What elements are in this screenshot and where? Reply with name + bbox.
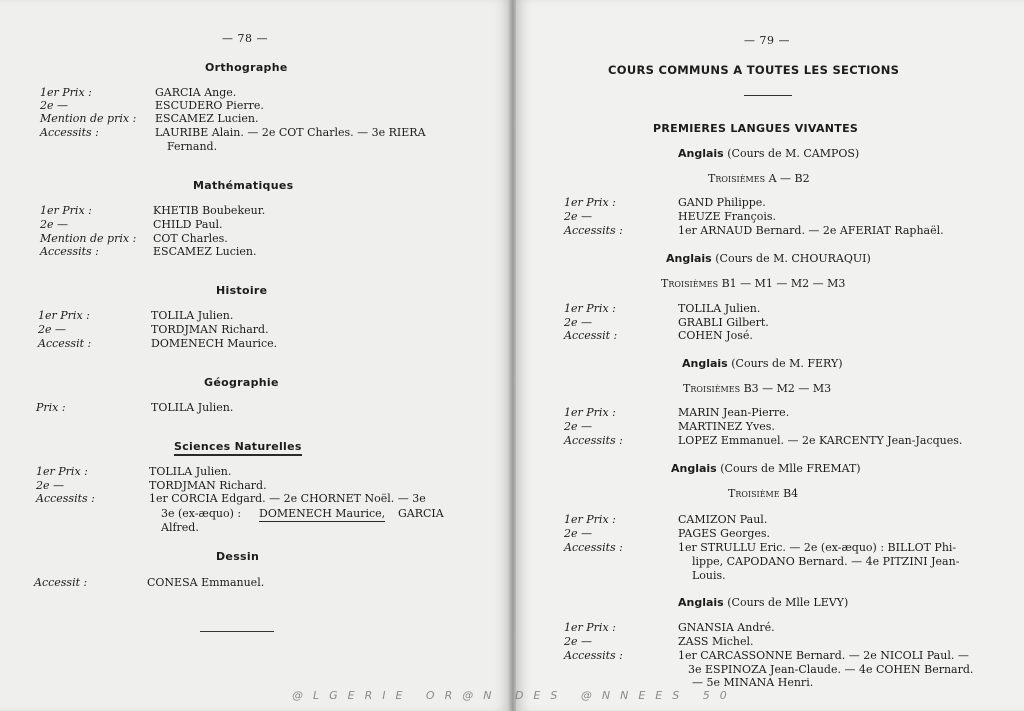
row-text: MARTINEZ Yves. <box>678 420 775 433</box>
class-line: Troisièmes A — B2 <box>708 172 810 185</box>
row-text: ESCAMEZ Lucien. <box>155 112 259 125</box>
row-text: LAURIBE Alain. — 2e COT Charles. — 3e RIERA <box>155 126 426 139</box>
row-text: 1er CORCIA Edgard. — 2e CHORNET Noël. — 3e <box>149 492 426 505</box>
class-line: Troisième B4 <box>728 487 799 500</box>
row-text: Alfred. <box>161 521 199 534</box>
row-label: 2e — <box>564 527 593 540</box>
row-label: 2e — <box>564 635 593 648</box>
row-label: Prix : <box>36 401 66 414</box>
row-text: ESCAMEZ Lucien. <box>153 245 257 258</box>
heading-mathematiques: Mathématiques <box>193 179 294 192</box>
row-text: CHILD Paul. <box>153 218 223 231</box>
row-text: GAND Philippe. <box>678 196 766 209</box>
row-text: LOPEZ Emmanuel. — 2e KARCENTY Jean-Jacques. <box>678 434 963 447</box>
row-text: GRABLI Gilbert. <box>678 316 769 329</box>
teacher-label: (Cours de Mlle LEVY) <box>727 596 849 609</box>
row-text: TOLILA Julien. <box>151 401 234 414</box>
row-label: Accessits : <box>40 245 99 258</box>
heading-dessin: Dessin <box>216 550 260 563</box>
row-label: Accessit : <box>38 337 92 350</box>
title-rule <box>744 95 792 96</box>
lang-label: Anglais <box>678 147 724 160</box>
row-text: COT Charles. <box>153 232 228 245</box>
heading-orthographe: Orthographe <box>205 61 288 74</box>
page-subtitle: PREMIERES LANGUES VIVANTES <box>653 122 859 135</box>
row-label: 1er Prix : <box>564 302 616 315</box>
row-text: Louis. <box>692 569 726 582</box>
row-label: 2e — <box>38 323 67 336</box>
row-text: TOLILA Julien. <box>678 302 761 315</box>
row-text: 3e (ex-æquo) : <box>161 507 242 520</box>
row-text: TOLILA Julien. <box>149 465 232 478</box>
teacher-label: (Cours de M. CHOURAQUI) <box>715 252 871 265</box>
row-label: Mention de prix : <box>40 232 137 245</box>
row-label: Mention de prix : <box>40 112 137 125</box>
heading-histoire: Histoire <box>216 284 268 297</box>
row-text: PAGES Georges. <box>678 527 771 540</box>
heading-sciences-naturelles: Sciences Naturelles <box>174 440 302 456</box>
row-text: ESCUDERO Pierre. <box>155 99 264 112</box>
row-label: Accessits : <box>564 434 623 447</box>
row-label: Accessits : <box>36 492 95 505</box>
row-text: Fernand. <box>167 140 218 153</box>
row-label: Accessits : <box>564 541 623 554</box>
watermark-text: @LGERIE OR@N DES @NNEES 50 <box>292 689 737 702</box>
row-text: 1er ARNAUD Bernard. — 2e AFERIAT Raphaël. <box>678 224 944 237</box>
class-line: Troisièmes B1 — M1 — M2 — M3 <box>661 277 846 290</box>
row-label: 1er Prix : <box>36 465 88 478</box>
heading-geographie: Géographie <box>204 376 279 389</box>
row-label: 1er Prix : <box>564 621 616 634</box>
teacher-label: (Cours de M. FERY) <box>731 357 843 370</box>
row-text: DOMENECH Maurice. <box>151 337 278 350</box>
row-label: 1er Prix : <box>38 309 90 322</box>
lang-label: Anglais <box>671 462 717 475</box>
teacher-label: (Cours de Mlle FREMAT) <box>720 462 861 475</box>
row-label: 2e — <box>564 420 593 433</box>
row-text: COHEN José. <box>678 329 753 342</box>
class-line: Troisièmes B3 — M2 — M3 <box>683 382 832 395</box>
row-label: Accessits : <box>40 126 99 139</box>
row-label: 2e — <box>564 316 593 329</box>
row-text: GARCIA <box>398 507 444 520</box>
row-label: Accessit : <box>564 329 618 342</box>
row-text: GNANSIA André. <box>678 621 775 634</box>
row-text: TORDJMAN Richard. <box>149 479 267 492</box>
row-label: 1er Prix : <box>564 513 616 526</box>
row-text: MARIN Jean-Pierre. <box>678 406 790 419</box>
row-label: Accessits : <box>564 224 623 237</box>
row-text: HEUZE François. <box>678 210 777 223</box>
left-page <box>0 0 510 711</box>
lang-label: Anglais <box>678 596 724 609</box>
lang-label: Anglais <box>682 357 728 370</box>
row-label: 1er Prix : <box>564 196 616 209</box>
page-title: COURS COMMUNS A TOUTES LES SECTIONS <box>608 63 900 77</box>
row-label: Accessits : <box>564 649 623 662</box>
row-label: 2e — <box>36 479 65 492</box>
row-text: ZASS Michel. <box>678 635 754 648</box>
row-text: TORDJMAN Richard. <box>151 323 269 336</box>
row-label: 1er Prix : <box>40 86 92 99</box>
row-text: 3e ESPINOZA Jean-Claude. — 4e COHEN Bernard. <box>688 663 974 676</box>
row-text: TOLILA Julien. <box>151 309 234 322</box>
row-text-underlined: DOMENECH Maurice, <box>259 507 386 520</box>
row-label: 2e — <box>40 218 69 231</box>
row-label: 2e — <box>40 99 69 112</box>
row-label: 1er Prix : <box>564 406 616 419</box>
page-number-79: — 79 — <box>744 34 790 47</box>
row-text: KHETIB Boubekeur. <box>153 204 266 217</box>
row-label: Accessit : <box>34 576 88 589</box>
row-text: 1er STRULLU Eric. — 2e (ex-æquo) : BILLOT Phi- <box>678 541 957 554</box>
right-page <box>516 0 1024 711</box>
row-text: CAMIZON Paul. <box>678 513 768 526</box>
row-text: GARCIA Ange. <box>155 86 237 99</box>
row-text: lippe, CAPODANO Bernard. — 4e PITZINI Jean- <box>692 555 960 568</box>
row-text: — 5e MINANA Henri. <box>692 676 814 689</box>
row-text: 1er CARCASSONNE Bernard. — 2e NICOLI Paul. — <box>678 649 969 662</box>
row-text: CONESA Emmanuel. <box>147 576 265 589</box>
page-number-78: — 78 — <box>222 32 268 45</box>
row-label: 1er Prix : <box>40 204 92 217</box>
lang-label: Anglais <box>666 252 712 265</box>
row-label: 2e — <box>564 210 593 223</box>
end-rule <box>200 631 274 632</box>
teacher-label: (Cours de M. CAMPOS) <box>727 147 860 160</box>
